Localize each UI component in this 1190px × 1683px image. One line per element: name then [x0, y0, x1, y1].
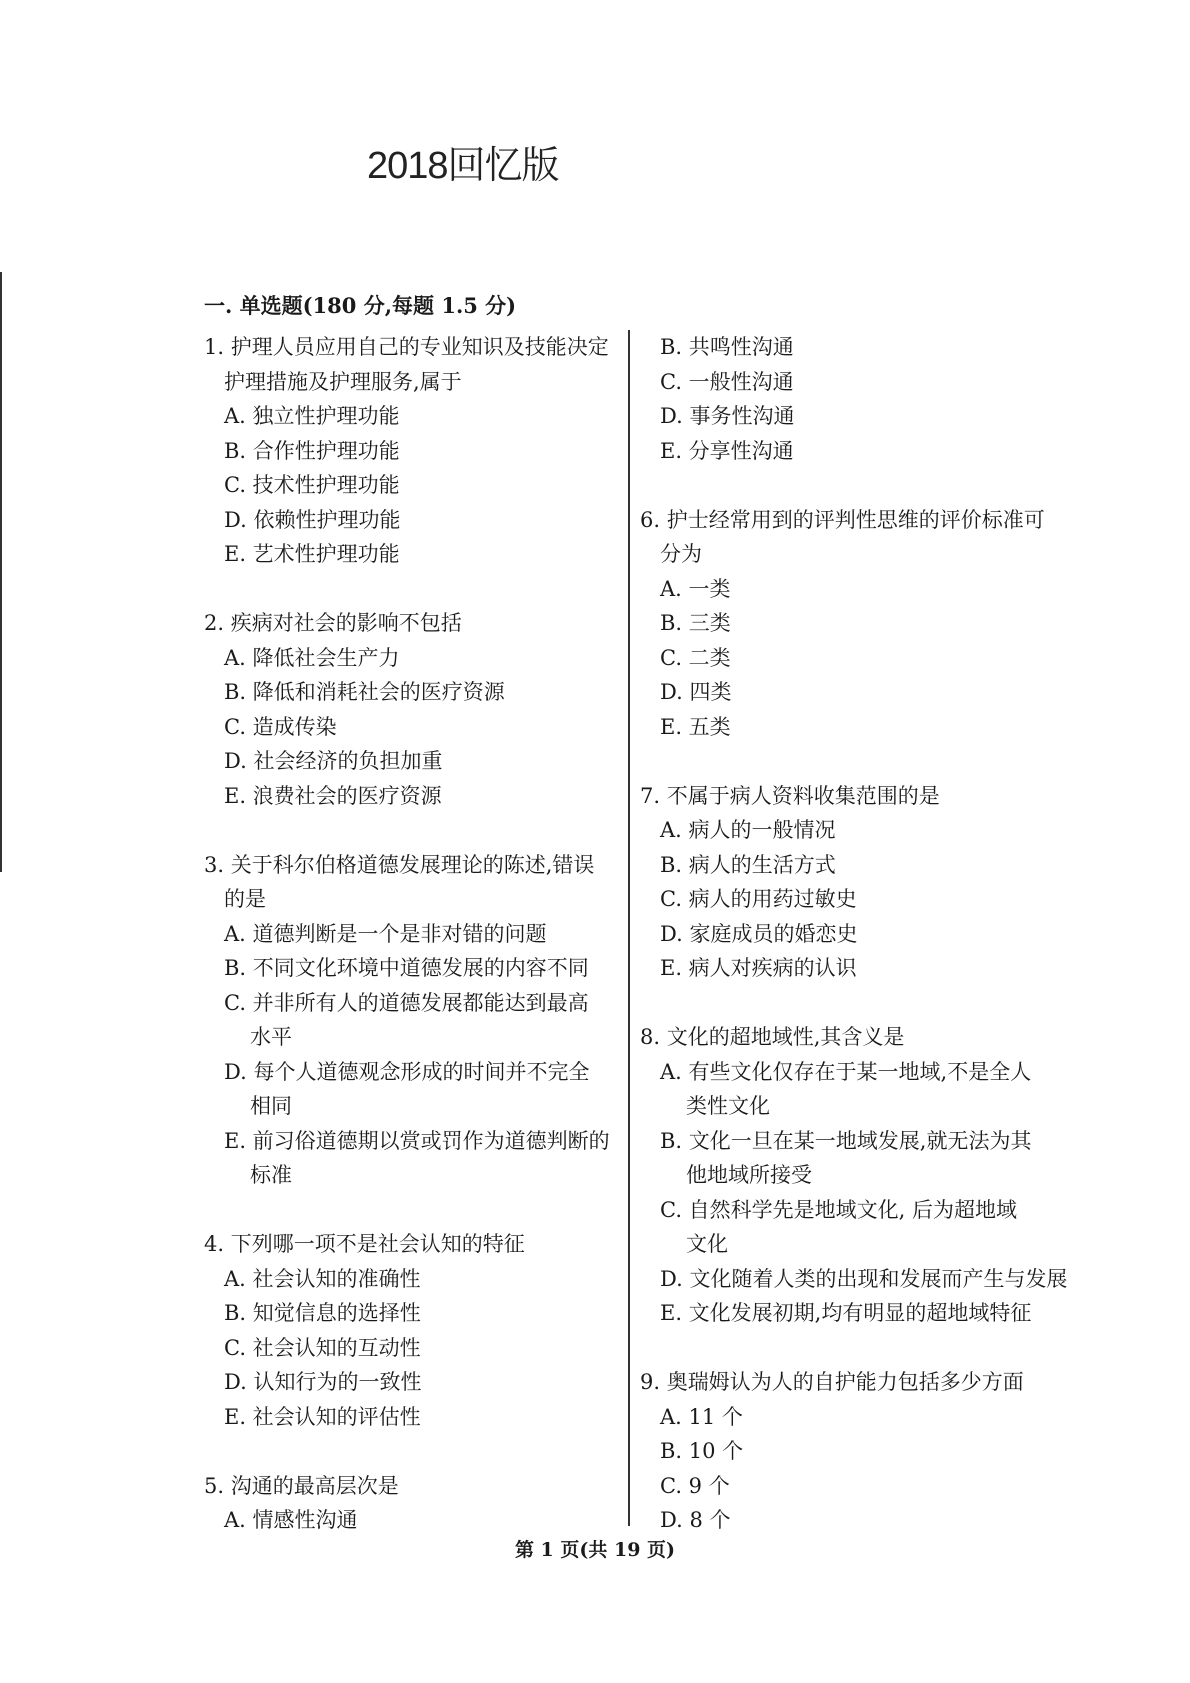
right-column [640, 330, 1068, 1538]
answer-option: C. 一般性沟通 [660, 369, 794, 394]
answer-option: B. 病人的生活方式 [660, 852, 836, 877]
answer-option: D. 社会经济的负担加重 [224, 749, 443, 773]
answer-option: B. 共鸣性沟通 [660, 335, 794, 359]
answer-option: A. 病人的一般情况 [660, 818, 836, 842]
answer-option: B. 降低和消耗社会的医疗资源 [224, 680, 505, 704]
answer-option: E. 社会认知的评估性 [224, 1404, 421, 1429]
left-column [204, 330, 624, 1538]
question-stem: 8. 文化的超地域性,其含义是 [640, 1025, 905, 1049]
answer-option: 水平 [250, 1025, 292, 1049]
question-gap [204, 1193, 624, 1228]
answer-option: D. 8 个 [660, 1508, 731, 1532]
question-block [640, 1365, 1060, 1538]
question-block [204, 848, 624, 1193]
answer-option: A. 11 个 [660, 1404, 743, 1429]
question-stem: 4. 下列哪一项不是社会认知的特征 [204, 1232, 525, 1256]
column-divider [628, 330, 630, 1526]
answer-option: 类性文化 [686, 1094, 770, 1118]
question-stem: 2. 疾病对社会的影响不包括 [204, 611, 462, 635]
answer-option: C. 技术性护理功能 [224, 473, 400, 497]
answer-option: C. 病人的用药过敏史 [660, 887, 857, 911]
answer-option: A. 社会认知的准确性 [224, 1266, 421, 1291]
question-stem: 7. 不属于病人资料收集范围的是 [640, 783, 940, 808]
answer-option: A. 一类 [660, 576, 731, 601]
answer-option: D. 四类 [660, 680, 732, 704]
page-number: 第 1 页(共 19 页) [514, 1539, 676, 1561]
question-stem: 分为 [660, 542, 702, 566]
answer-option: 标准 [250, 1163, 292, 1187]
question-stem: 9. 奥瑞姆认为人的自护能力包括多少方面 [640, 1370, 1024, 1394]
answer-option: A. 降低社会生产力 [224, 645, 400, 670]
answer-option: C. 9 个 [660, 1473, 730, 1498]
answer-option: E. 艺术性护理功能 [224, 542, 400, 566]
scan-edge-line [0, 272, 2, 872]
answer-option: E. 分享性沟通 [660, 438, 794, 463]
answer-option: 相同 [250, 1094, 292, 1118]
question-block [640, 779, 1060, 986]
question-gap [640, 1331, 1060, 1366]
answer-option: B. 知觉信息的选择性 [224, 1301, 421, 1325]
question-block [204, 1469, 624, 1538]
answer-option: D. 依赖性护理功能 [224, 507, 401, 532]
question-block [640, 503, 1060, 745]
answer-option: B. 文化一旦在某一地域发展,就无法为其 [660, 1128, 1032, 1153]
question-gap [640, 986, 1060, 1021]
answer-option: 他地域所接受 [686, 1163, 812, 1187]
question-gap [204, 813, 624, 848]
answer-option: C. 社会认知的互动性 [224, 1335, 421, 1360]
answer-option: 文化 [686, 1232, 728, 1256]
answer-option: B. 不同文化环境中道德发展的内容不同 [224, 956, 589, 980]
answer-option: C. 自然科学先是地域文化, 后为超地域 [660, 1197, 1018, 1222]
question-stem: 护理措施及护理服务,属于 [224, 369, 462, 394]
answer-option: E. 五类 [660, 714, 731, 739]
question-stem: 6. 护士经常用到的评判性思维的评价标准可 [640, 507, 1045, 532]
question-block [640, 330, 1060, 468]
question-block [204, 1227, 624, 1434]
answer-option: D. 文化随着人类的出现和发展而产生与发展 [660, 1266, 1068, 1291]
answer-option: A. 道德判断是一个是非对错的问题 [224, 921, 547, 946]
answer-option: B. 合作性护理功能 [224, 438, 400, 463]
section-title: 一. 单选题(180 分,每题 1.5 分) [204, 293, 517, 318]
question-stem: 的是 [224, 887, 266, 911]
answer-option: C. 并非所有人的道德发展都能达到最高 [224, 990, 589, 1015]
answer-option: D. 认知行为的一致性 [224, 1370, 422, 1394]
answer-option: D. 家庭成员的婚恋史 [660, 921, 858, 946]
question-stem: 3. 关于科尔伯格道德发展理论的陈述,错误 [204, 852, 595, 877]
answer-option: E. 浪费社会的医疗资源 [224, 783, 442, 808]
question-gap [640, 468, 1060, 503]
question-block [204, 330, 624, 572]
answer-option: C. 造成传染 [224, 714, 337, 739]
question-gap [204, 1434, 624, 1469]
answer-option: C. 二类 [660, 645, 731, 670]
answer-option: B. 10 个 [660, 1439, 744, 1463]
answer-option: A. 有些文化仅存在于某一地域,不是全人 [660, 1059, 1032, 1084]
answer-option: A. 情感性沟通 [224, 1508, 358, 1532]
answer-option: B. 三类 [660, 611, 731, 635]
answer-option: E. 病人对疾病的认识 [660, 956, 857, 980]
question-stem: 5. 沟通的最高层次是 [204, 1473, 399, 1498]
page-header-title: 2018回忆版 [367, 145, 559, 187]
answer-option: E. 前习俗道德期以赏或罚作为道德判断的 [224, 1128, 610, 1153]
answer-option: E. 文化发展初期,均有明显的超地域特征 [660, 1301, 1032, 1325]
answer-option: A. 独立性护理功能 [224, 404, 400, 428]
question-block [640, 1020, 1068, 1331]
question-gap [204, 572, 624, 607]
answer-option: D. 事务性沟通 [660, 404, 795, 428]
answer-option: D. 每个人道德观念形成的时间并不完全 [224, 1059, 590, 1084]
question-block [204, 606, 624, 813]
question-gap [640, 744, 1060, 779]
question-stem: 1. 护理人员应用自己的专业知识及技能决定 [204, 335, 609, 359]
